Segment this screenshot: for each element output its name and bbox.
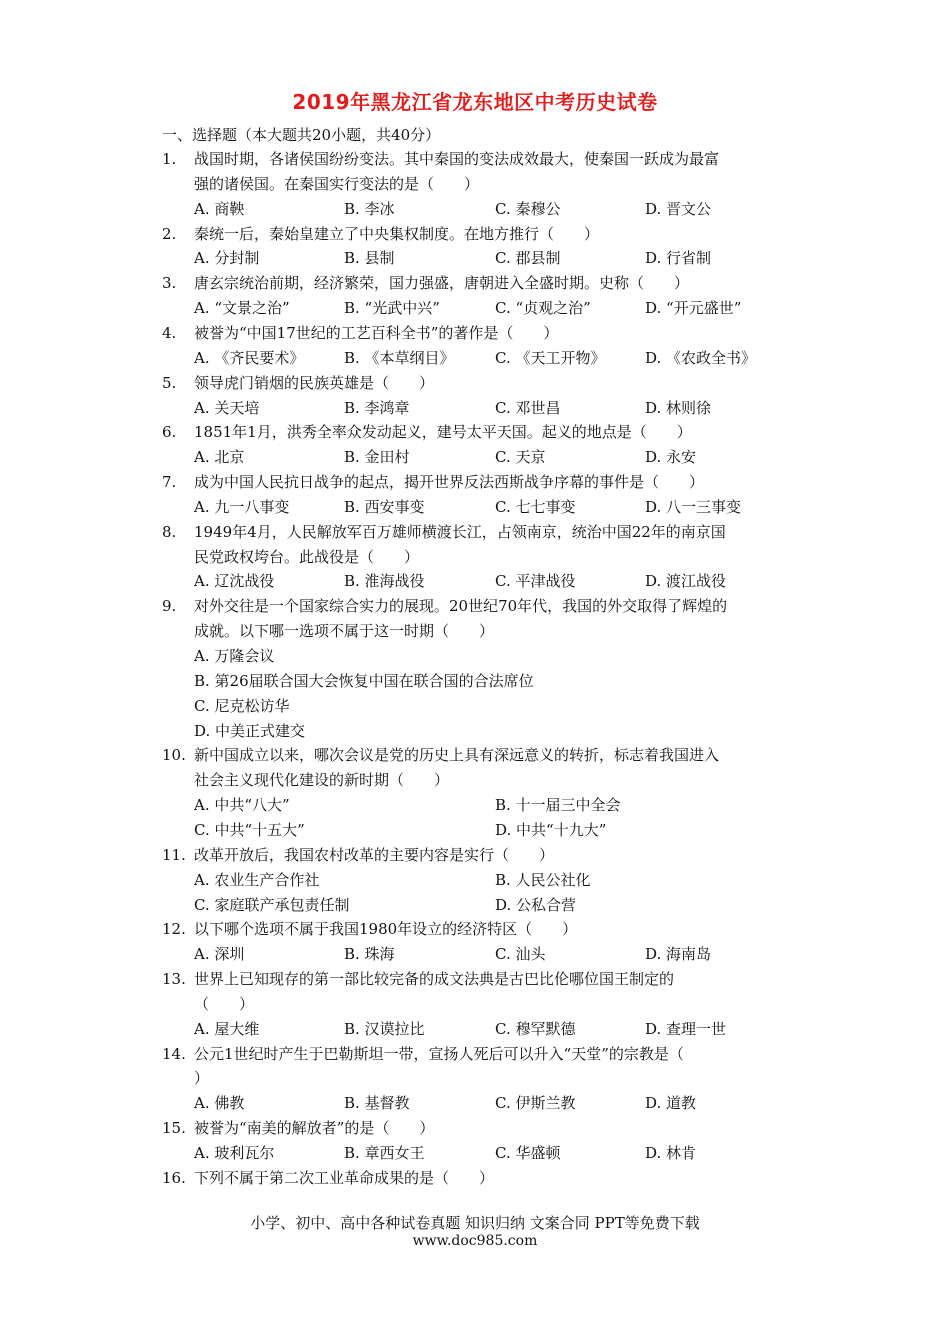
question-number: 11. (162, 845, 186, 864)
question-number: 1. (162, 150, 177, 168)
question-number: 5. (162, 373, 177, 392)
answer-option: C. 穆罕默德 (495, 1019, 576, 1038)
answer-option: D. 八一三事变 (645, 497, 742, 516)
exam-title: 2019年黑龙江省龙东地区中考历史试卷 (292, 90, 658, 114)
answer-option: A. 辽沈战役 (194, 572, 275, 591)
answer-option: C. “贞观之治” (495, 299, 591, 318)
question-text: 改革开放后，我国农村改革的主要内容是实行（ ） (194, 845, 555, 864)
answer-option: C. 伊斯兰教 (495, 1094, 576, 1113)
question-text: 1851年1月，洪秀全率众发动起义，建号太平天国。起义的地点是（ ） (194, 423, 692, 442)
question-text: 社会主义现代化建设的新时期（ ） (194, 771, 450, 790)
answer-option: A. 九一八事变 (194, 497, 290, 516)
answer-option: D. 中共“十九大” (495, 820, 607, 839)
question-number: 4. (162, 323, 177, 342)
section-heading: 一、选择题（本大题共20小题，共40分） (162, 126, 441, 144)
footer-ad-text: 小学、初中、高中各种试卷真题 知识归纳 文案合同 PPT等免费下载 (250, 1214, 700, 1232)
answer-option: B. 基督教 (344, 1094, 410, 1113)
question-text: 公元1世纪时产生于巴勒斯坦一带，宣扬人死后可以升入“天堂”的宗教是（ (194, 1044, 684, 1063)
question-text: 领导虎门销烟的民族英雄是（ ） (194, 373, 435, 392)
answer-option: A. 深圳 (194, 945, 245, 964)
answer-option: B. 人民公社化 (495, 870, 591, 889)
answer-option: C. 汕头 (495, 945, 546, 964)
answer-option: C. 家庭联产承包责任制 (194, 895, 350, 914)
answer-option: A. 北京 (194, 448, 245, 467)
answer-option: D. 查理一世 (645, 1019, 727, 1038)
answer-option: B. 李冰 (344, 199, 395, 218)
answer-option: B. 第26届联合国大会恢复中国在联合国的合法席位 (194, 671, 534, 690)
answer-option: D. 渡江战役 (645, 572, 727, 591)
question-number: 3. (162, 274, 177, 293)
question-text: 秦统一后，秦始皇建立了中央集权制度。在地方推行（ ） (194, 224, 600, 243)
question-number: 9. (162, 597, 177, 616)
answer-option: C. 秦穆公 (495, 199, 561, 218)
answer-option: B. 淮海战役 (344, 572, 425, 591)
answer-option: B. 《本草纲目》 (344, 348, 455, 367)
answer-option: A. 关天培 (194, 398, 260, 417)
answer-option: D. 永安 (645, 448, 697, 467)
question-number: 6. (162, 423, 177, 442)
answer-option: B. 西安事变 (344, 497, 425, 516)
answer-option: D. 晋文公 (645, 199, 712, 218)
question-text: 对外交往是一个国家综合实力的展现。20世纪70年代，我国的外交取得了辉煌的 (194, 597, 728, 616)
answer-option: C. 天京 (495, 448, 546, 467)
answer-option: A. 万隆会议 (194, 647, 275, 665)
answer-option: D. 中美正式建交 (194, 721, 306, 740)
question-text: 被誉为“南美的解放者”的是（ ） (194, 1119, 435, 1138)
answer-option: B. 李鸿章 (344, 398, 410, 417)
answer-option: C. 平津战役 (495, 572, 576, 591)
footer-url[interactable]: www.doc985.com (412, 1233, 538, 1249)
question-number: 7. (162, 473, 177, 492)
question-text: 战国时期，各诸侯国纷纷变法。其中秦国的变法成效最大，使秦国一跃成为最富 (194, 150, 720, 168)
question-text: 世界上已知现存的第一部比较完备的成文法典是古巴比伦哪位国王制定的 (194, 970, 675, 989)
answer-option: B. 珠海 (344, 945, 395, 964)
answer-option: A. 玻利瓦尔 (194, 1144, 275, 1162)
answer-option: B. 金田村 (344, 448, 410, 467)
question-text: 成就。以下哪一选项不属于这一时期（ ） (194, 622, 495, 641)
question-text: 被誉为“中国17世纪的工艺百科全书”的著作是（ ） (194, 323, 559, 342)
question-number: 8. (162, 522, 177, 541)
answer-option: C. 邓世昌 (495, 398, 561, 417)
question-number: 2. (162, 224, 177, 243)
answer-option: C. 七七事变 (495, 497, 576, 516)
question-number: 15. (162, 1119, 186, 1138)
answer-option: A. 屋大维 (194, 1019, 260, 1038)
answer-option: C. 尼克松访华 (194, 696, 290, 715)
answer-option: D. 林肯 (645, 1144, 697, 1162)
question-text: 新中国成立以来，哪次会议是党的历史上具有深远意义的转折，标志着我国进入 (194, 746, 720, 765)
answer-option: B. “光武中兴” (344, 299, 440, 318)
answer-option: A. 分封制 (194, 249, 260, 268)
question-number: 14. (162, 1044, 186, 1063)
question-number: 13. (162, 970, 186, 989)
answer-option: C. 华盛顿 (495, 1144, 561, 1162)
answer-option: D. 林则徐 (645, 398, 712, 417)
answer-option: C. 郡县制 (495, 249, 561, 268)
question-text: 以下哪个选项不属于我国1980年设立的经济特区（ ） (194, 920, 578, 939)
answer-option: B. 十一届三中全会 (495, 796, 621, 815)
answer-option: A. 商鞅 (194, 199, 245, 218)
answer-option: A. 《齐民要术》 (194, 348, 305, 367)
answer-option: D. 海南岛 (645, 945, 712, 964)
question-text: 唐玄宗统治前期，经济繁荣，国力强盛，唐朝进入全盛时期。史称（ ） (194, 274, 690, 293)
question-text: 强的诸侯国。在秦国实行变法的是（ ） (194, 174, 480, 193)
answer-option: B. 汉谟拉比 (344, 1019, 425, 1038)
question-text: 民党政权垮台。此战役是（ ） (194, 547, 420, 566)
answer-option: B. 章西女王 (344, 1144, 425, 1162)
answer-option: B. 县制 (344, 249, 395, 268)
answer-option: D. “开元盛世” (645, 299, 742, 318)
question-text: 下列不属于第二次工业革命成果的是（ ） (194, 1168, 495, 1187)
answer-option: A. 佛教 (194, 1094, 245, 1113)
answer-option: D. 道教 (645, 1094, 697, 1113)
question-text: 1949年4月，人民解放军百万雄师横渡长江，占领南京，统治中国22年的南京国 (194, 522, 726, 541)
question-text: （ ） (194, 994, 255, 1013)
question-number: 12. (162, 920, 186, 939)
question-number: 10. (162, 746, 186, 765)
answer-option: C. 中共“十五大” (194, 820, 305, 839)
answer-option: C. 《天工开物》 (495, 348, 606, 367)
answer-option: D. 《农政全书》 (645, 348, 757, 367)
question-number: 16. (162, 1168, 186, 1187)
answer-option: D. 行省制 (645, 249, 712, 268)
answer-option: A. 农业生产合作社 (194, 870, 320, 889)
question-text: 成为中国人民抗日战争的起点，揭开世界反法西斯战争序幕的事件是（ ） (194, 473, 705, 492)
answer-option: A. 中共“八大” (194, 796, 290, 815)
answer-option: A. “文景之治” (194, 299, 290, 318)
question-text: ） (194, 1069, 210, 1088)
answer-option: D. 公私合营 (495, 895, 577, 914)
